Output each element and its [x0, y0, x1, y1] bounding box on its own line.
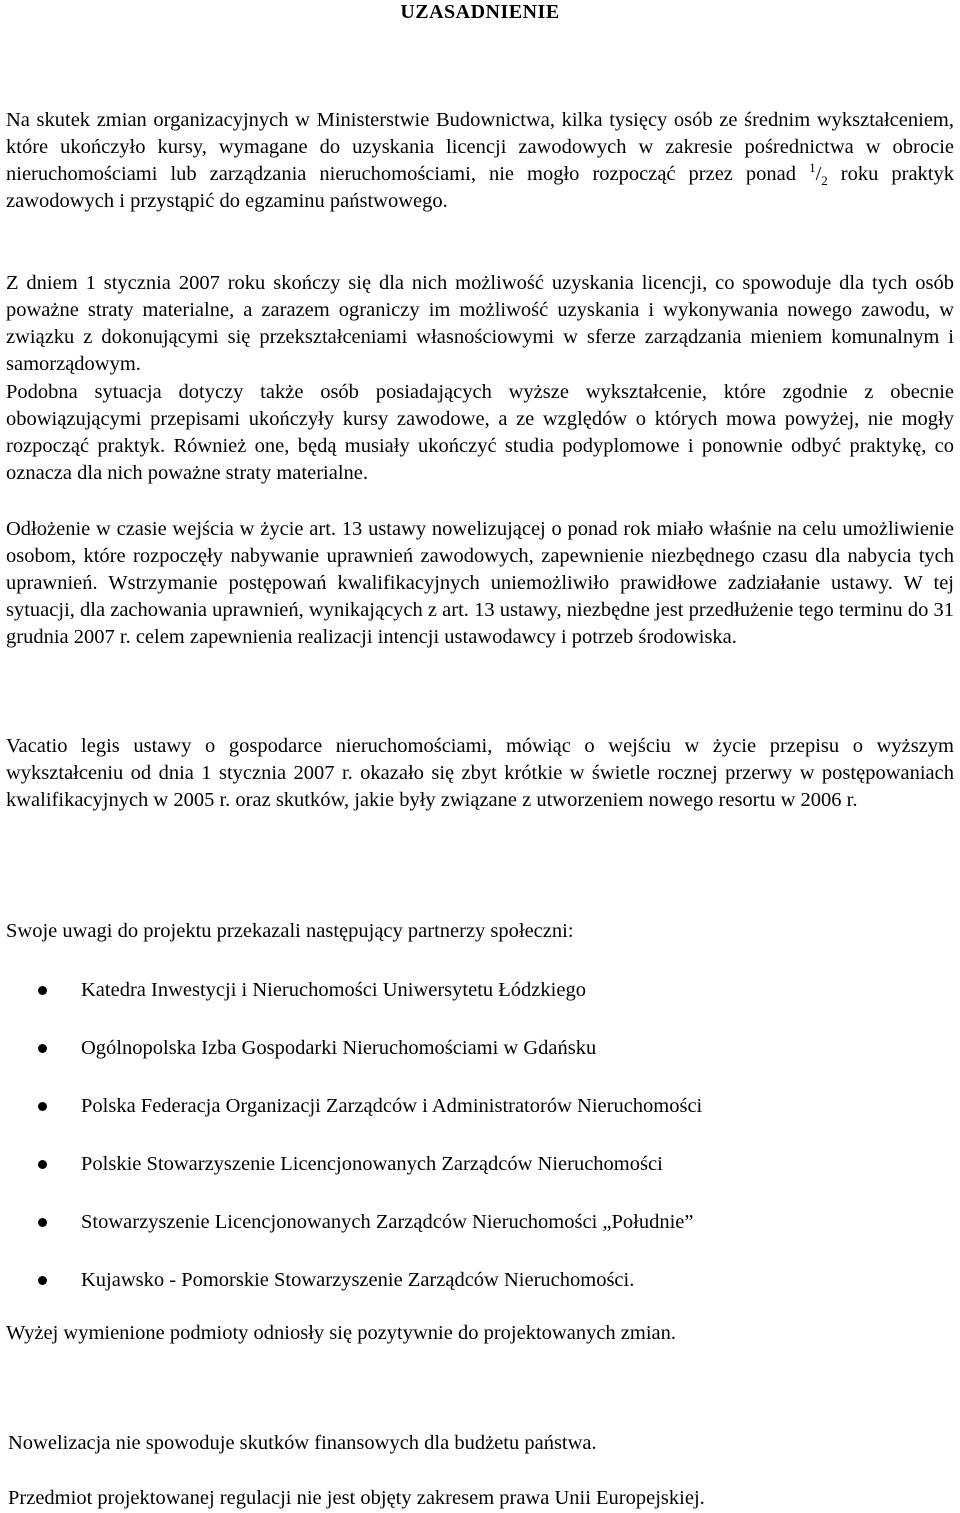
paragraph-partners-intro: Swoje uwagi do projektu przekazali następujący partnerzy społeczni:	[6, 920, 574, 942]
list-item	[0, 1033, 960, 1063]
fraction-numerator: 1	[809, 160, 816, 176]
paragraph-eu-law: Przedmiot projektowanej regulacji nie jest objęty zakresem prawa Unii Europejskiej.	[8, 1487, 705, 1509]
paragraph-postponement: Odłożenie w czasie wejścia w życie art. 13 ustawy nowelizującej o ponad rok miało właśnie na celu umożliwienie osobom, które rozpoczęły nabywanie uprawnień zawodowych, zapewnienie niezbędnego czasu dla nabycia tych uprawnień. Wstrzymanie postępowań kwalifikacyjnych uniemożliwiło prawidłowe zadziałanie ustawy. W tej sytuacji, dla zachowania uprawnień, wynikających z art. 13 ustawy, niezbędne jest przedłużenie tego terminu do 31 grudnia 2007 r. celem zapewnienia realizacji intencji ustawodawcy i potrzeb środowiska.	[6, 518, 954, 648]
bullet-icon	[38, 1276, 47, 1285]
list-item	[0, 1091, 960, 1121]
list-item	[0, 1207, 960, 1237]
bullet-icon	[38, 1218, 47, 1227]
bullet-icon	[38, 1160, 47, 1169]
partner-name: Polskie Stowarzyszenie Licencjonowanych Zarządców Nieruchomości	[81, 1153, 663, 1175]
partner-name: Polska Federacja Organizacji Zarządców i Administratorów Nieruchomości	[81, 1095, 703, 1117]
bullet-icon	[38, 986, 47, 995]
fraction-slash: /	[815, 163, 822, 185]
partner-name: Stowarzyszenie Licencjonowanych Zarządców Nieruchomości „Południe”	[81, 1211, 694, 1233]
bullet-icon	[38, 1044, 47, 1053]
bullet-icon	[38, 1102, 47, 1111]
paragraph-financial-effects: Nowelizacja nie spowoduje skutków finansowych dla budżetu państwa.	[8, 1432, 597, 1454]
document-title: UZASADNIENIE	[400, 1, 560, 23]
partner-name: Katedra Inwestycji i Nieruchomości Uniwersytetu Łódzkiego	[81, 979, 586, 1001]
paragraph-higher-education: Podobna sytuacja dotyczy także osób posiadających wyższe wykształcenie, które zgodnie z obecnie obowiązującymi przepisami ukończyły kursy zawodowe, a ze względów o których mowa powyżej, nie mogły rozpocząć praktyk. Również one, będą musiały ukończyć studia podyplomowe i ponownie odbyć praktykę, co oznacza dla nich poważne straty materialne.	[6, 381, 954, 484]
paragraph-deadline: Z dniem 1 stycznia 2007 roku skończy się dla nich możliwość uzyskania licencji, co spowoduje dla tych osób poważne straty materialne, a zarazem ograniczy im możliwość uzyskania i wykonywania nowego zawodu, w związku z dokonującymi się przekształceniami własnościowymi w sferze zarządzania mieniem komunalnym i samorządowym.	[6, 272, 954, 375]
partner-name: Ogólnopolska Izba Gospodarki Nieruchomościami w Gdańsku	[81, 1037, 597, 1059]
paragraph-partners-opinion: Wyżej wymienione podmioty odniosły się pozytywnie do projektowanych zmian.	[6, 1322, 677, 1344]
list-item	[0, 1149, 960, 1179]
paragraph-licensing-background	[6, 107, 954, 215]
paragraph-text: Na skutek zmian organizacyjnych w Ministerstwie Budownictwa, kilka tysięcy osób ze średnim wykształceniem, które ukończyło kursy, wymagane do uzyskania licencji zawodowych w zakresie pośrednictwa w obrocie nieruchomościami lub zarządzania nieruchomościami, nie mogło rozpocząć przez ponad	[6, 109, 954, 185]
partner-name: Kujawsko - Pomorskie Stowarzyszenie Zarządców Nieruchomości.	[81, 1269, 635, 1291]
list-item	[0, 975, 960, 1005]
paragraph-vacatio-legis: Vacatio legis ustawy o gospodarce nieruchomościami, mówiąc o wejściu w życie przepisu o wyższym wykształceniu od dnia 1 stycznia 2007 r. okazało się zbyt krótkie w świetle rocznej przerwy w postępowaniach kwalifikacyjnych w 2005 r. oraz skutków, jakie były związane z utworzeniem nowego resortu w 2006 r.	[6, 735, 954, 811]
list-item	[0, 1265, 960, 1295]
fraction-denominator: 2	[821, 173, 828, 189]
paragraph-text: roku praktyk zawodowych i przystąpić do egzaminu państwowego.	[6, 163, 955, 212]
